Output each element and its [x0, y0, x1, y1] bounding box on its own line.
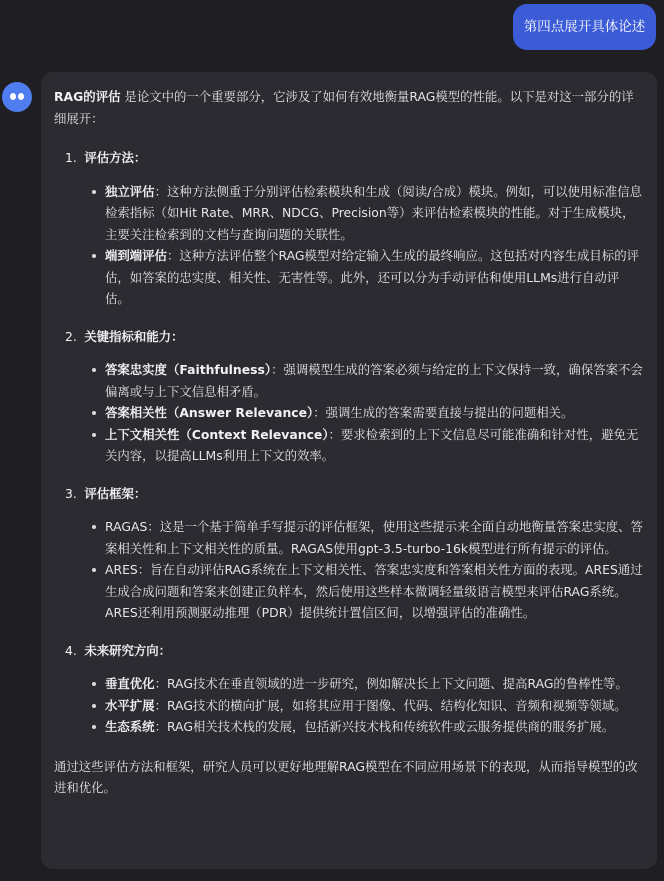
list-item: 独立评估：这种方法侧重于分别评估检索模块和生成（阅读/合成）模块。例如，可以使用标准信息检索指标（如Hit Rate、MRR、NDCG、Precision等）来评估检索模块的性能。对于生成模块，主要关注检索到的文档与查询问题的关联性。 — [91, 181, 643, 246]
section-4 — [54, 640, 643, 738]
section-3 — [54, 483, 643, 624]
user-message-bubble — [513, 4, 656, 50]
answer-intro — [54, 86, 643, 129]
section-title: 1. 评估方法： — [65, 150, 147, 165]
intro-text: 是论文中的一个重要部分，它涉及了如何有效地衡量RAG模型的性能。以下是对这一部分的详细展开： — [54, 89, 634, 126]
answer-outro: 通过这些评估方法和框架，研究人员可以更好地理解RAG模型在不同应用场景下的表现，从而指导模型的改进和优化。 — [54, 758, 638, 795]
list-item: RAGAS：这是一个基于简单手写提示的评估框架，使用这些提示来全面自动地衡量答案忠实度、答案相关性和上下文相关性的质量。RAGAS使用gpt-3.5-turbo-16k模型进行所有提示的评估。 — [91, 516, 643, 559]
intro-bold: RAG的评估 — [54, 89, 121, 104]
section-1 — [54, 147, 643, 310]
list-item: ARES：旨在自动评估RAG系统在上下文相关性、答案忠实度和答案相关性方面的表现。ARES通过生成合成问题和答案来创建正负样本，然后使用这些样本微调轻量级语言模型来评估RAG系统。ARES还利用预测驱动推理（PDR）提供统计置信区间，以增强评估的准确性。 — [91, 559, 643, 624]
section-2 — [54, 326, 643, 467]
assistant-answer — [41, 72, 657, 869]
user-message-text: 第四点展开具体论述 — [523, 19, 646, 35]
list-item: 上下文相关性（Context Relevance）：要求检索到的上下文信息尽可能准确和针对性，避免无关内容，以提高LLMs利用上下文的效率。 — [91, 424, 643, 467]
assistant-avatar-icon — [2, 82, 32, 112]
list-item: 垂直优化：RAG技术在垂直领域的进一步研究，例如解决长上下文问题、提高RAG的鲁棒性等。 — [91, 673, 643, 695]
section-title: 2. 关键指标和能力： — [65, 328, 184, 344]
list-item: 水平扩展：RAG技术的横向扩展，如将其应用于图像、代码、结构化知识、音频和视频等领域。 — [91, 695, 643, 717]
list-item: 生态系统：RAG相关技术栈的发展，包括新兴技术栈和传统软件或云服务提供商的服务扩展。 — [91, 716, 643, 738]
list-item: 答案相关性（Answer Relevance）：强调生成的答案需要直接与提出的问题相关。 — [91, 402, 643, 424]
list-item: 端到端评估：这种方法评估整个RAG模型对给定输入生成的最终响应。这包括对内容生成目标的评估，如答案的忠实度、相关性、无害性等。此外，还可以分为手动评估和使用LLMs进行自动评估。 — [91, 245, 643, 310]
list-item: 答案忠实度（Faithfulness）：强调模型生成的答案必须与给定的上下文保持一致，确保答案不会偏离或与上下文信息相矛盾。 — [91, 359, 643, 402]
section-title: 4. 未来研究方向： — [65, 642, 172, 658]
section-title: 3. 评估框架： — [65, 485, 147, 501]
